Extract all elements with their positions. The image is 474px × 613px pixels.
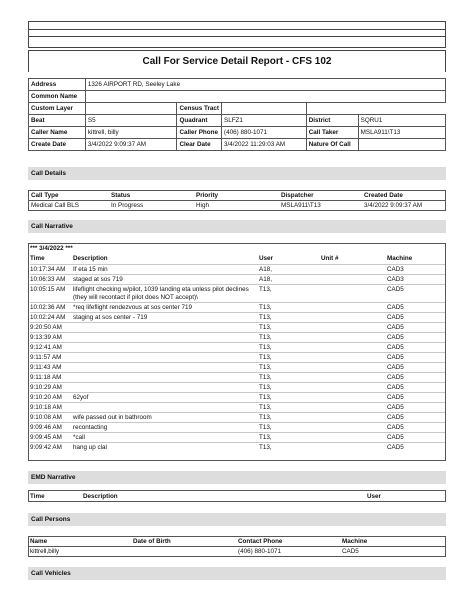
person-dob-header: Date of Birth bbox=[133, 538, 171, 545]
info-row-common-name bbox=[29, 91, 446, 103]
common-name-label: Common Name bbox=[29, 91, 86, 103]
narrative-user: T13, bbox=[259, 444, 272, 451]
emd-description-header: Description bbox=[83, 493, 118, 500]
narrative-time: 10:02:24 AM bbox=[30, 314, 66, 321]
info-row-custom-layer bbox=[29, 103, 446, 115]
narrative-time: 9:11:57 AM bbox=[30, 354, 62, 361]
narrative-row bbox=[30, 362, 445, 372]
narrative-row bbox=[30, 392, 445, 402]
narrative-row bbox=[30, 264, 445, 274]
narrative-description-header: Description bbox=[73, 255, 108, 262]
create-date-value: 3/4/2022 9:09:37 AM bbox=[85, 139, 177, 151]
custom-layer-value bbox=[85, 103, 177, 115]
report-title: Call For Service Detail Report - CFS 102 bbox=[28, 50, 446, 72]
narrative-row bbox=[30, 284, 445, 302]
info-row-caller bbox=[29, 127, 446, 139]
info-row-address bbox=[29, 79, 446, 91]
narrative-machine: CAD5 bbox=[387, 364, 404, 371]
emd-time-header: Time bbox=[30, 493, 45, 500]
narrative-machine-header: Machine bbox=[387, 255, 413, 262]
narrative-description: lifeflight checking w/pilot, 1039 landing eta unless pilot declines (they will recontact if pilot does NOT accept)\ bbox=[73, 286, 249, 301]
narrative-time: 10:17:34 AM bbox=[30, 266, 66, 273]
census-tract-value bbox=[222, 103, 307, 115]
narrative-row bbox=[30, 442, 445, 452]
person-name-header: Name bbox=[30, 538, 48, 545]
emd-narrative-section-header: EMD Narrative bbox=[28, 471, 446, 484]
narrative-description: staging at sos center - 719 bbox=[73, 314, 148, 321]
person-name-value: kittrell,billy bbox=[30, 548, 60, 555]
call-info-table bbox=[28, 78, 446, 151]
narrative-row bbox=[30, 372, 445, 382]
narrative-machine: CAD5 bbox=[387, 414, 404, 421]
caller-phone-label: Caller Phone bbox=[177, 127, 222, 139]
create-date-label: Create Date bbox=[29, 139, 86, 151]
nature-of-call-label: Nature Of Call bbox=[306, 139, 358, 151]
narrative-user: T13, bbox=[259, 404, 272, 411]
narrative-row bbox=[30, 402, 445, 412]
narrative-time-header: Time bbox=[30, 255, 45, 262]
narrative-unit-header: Unit # bbox=[321, 255, 339, 262]
narrative-user: T13, bbox=[259, 344, 272, 351]
narrative-machine: CAD3 bbox=[387, 266, 404, 273]
narrative-user: T13, bbox=[259, 414, 272, 421]
beat-label: Beat bbox=[29, 115, 86, 127]
call-persons-divider bbox=[29, 546, 445, 547]
census-tract-label: Census Tract bbox=[177, 103, 222, 115]
narrative-user: T13, bbox=[259, 364, 272, 371]
narrative-description: 62yof bbox=[73, 394, 89, 401]
person-machine-header: Machine bbox=[342, 538, 368, 545]
caller-name-label: Caller Name bbox=[29, 127, 86, 139]
narrative-time: 9:11:18 AM bbox=[30, 374, 62, 381]
dispatcher-header: Dispatcher bbox=[281, 192, 314, 199]
narrative-row bbox=[30, 302, 445, 312]
narrative-user: T13, bbox=[259, 314, 272, 321]
narrative-row bbox=[30, 332, 445, 342]
person-machine-value: CAD5 bbox=[342, 548, 359, 555]
created-date-header: Created Date bbox=[364, 192, 403, 199]
narrative-description: staged at sos 719 bbox=[73, 276, 123, 283]
narrative-description: wife passed out in bathroom bbox=[73, 414, 152, 421]
narrative-user: T13, bbox=[259, 424, 272, 431]
status-header: Status bbox=[111, 192, 131, 199]
narrative-row bbox=[30, 322, 445, 332]
narrative-row bbox=[30, 382, 445, 392]
call-details-section-header: Call Details bbox=[28, 167, 446, 180]
call-persons-table bbox=[28, 536, 446, 557]
narrative-date-header: *** 3/4/2022 *** bbox=[30, 245, 73, 252]
empty-cell bbox=[306, 103, 358, 115]
address-label: Address bbox=[29, 79, 86, 91]
call-details-divider bbox=[29, 200, 445, 201]
call-vehicles-section-header: Call Vehicles bbox=[28, 567, 446, 580]
narrative-time: 9:12:41 AM bbox=[30, 344, 62, 351]
status-value: In Progress bbox=[111, 202, 144, 209]
narrative-description: hang up clal bbox=[73, 444, 107, 451]
narrative-description: If eta 15 min bbox=[73, 266, 108, 273]
narrative-row bbox=[30, 352, 445, 362]
narrative-description: *call bbox=[73, 434, 85, 441]
narrative-row bbox=[30, 412, 445, 422]
narrative-user: T13, bbox=[259, 304, 272, 311]
district-value: SQRU1 bbox=[358, 115, 445, 127]
narrative-machine: CAD5 bbox=[387, 444, 404, 451]
narrative-machine: CAD5 bbox=[387, 424, 404, 431]
caller-name-value: kittrell, billy bbox=[85, 127, 177, 139]
call-details-table bbox=[28, 190, 446, 211]
call-type-value: Medical Call BLS bbox=[31, 202, 79, 209]
call-taker-label: Call Taker bbox=[306, 127, 358, 139]
narrative-time: 9:20:50 AM bbox=[30, 324, 62, 331]
narrative-user: T13, bbox=[259, 286, 272, 293]
call-type-header: Call Type bbox=[31, 192, 59, 199]
quadrant-value: SLFZ1 bbox=[222, 115, 307, 127]
narrative-machine: CAD5 bbox=[387, 334, 404, 341]
narrative-description: recontacting bbox=[73, 424, 108, 431]
header-rule bbox=[29, 29, 445, 30]
narrative-machine: CAD5 bbox=[387, 314, 404, 321]
narrative-time: 9:10:08 AM bbox=[30, 414, 62, 421]
beat-value: S5 bbox=[85, 115, 177, 127]
header-rule-box bbox=[28, 21, 446, 37]
narrative-machine: CAD5 bbox=[387, 354, 404, 361]
narrative-time: 10:06:33 AM bbox=[30, 276, 66, 283]
narrative-time: 9:10:20 AM bbox=[30, 394, 62, 401]
narrative-user: T13, bbox=[259, 374, 272, 381]
narrative-row bbox=[30, 422, 445, 432]
narrative-machine: CAD5 bbox=[387, 286, 404, 293]
narrative-machine: CAD5 bbox=[387, 404, 404, 411]
info-row-beat bbox=[29, 115, 446, 127]
call-narrative-table bbox=[28, 243, 446, 461]
priority-header: Priority bbox=[196, 192, 219, 199]
narrative-user-header: User bbox=[259, 255, 274, 262]
person-phone-header: Contact Phone bbox=[238, 538, 283, 545]
created-date-value: 3/4/2022 9:09:37 AM bbox=[364, 202, 423, 209]
narrative-machine: CAD5 bbox=[387, 344, 404, 351]
narrative-time: 9:11:43 AM bbox=[30, 364, 62, 371]
common-name-value bbox=[85, 91, 445, 103]
call-narrative-section-header: Call Narrative bbox=[28, 220, 446, 233]
header-rule-box-lower bbox=[28, 37, 446, 48]
emd-narrative-table bbox=[28, 490, 446, 502]
info-row-dates bbox=[29, 139, 446, 151]
dispatcher-value: MSLA911\T13 bbox=[281, 202, 321, 209]
narrative-time: 9:10:29 AM bbox=[30, 384, 62, 391]
district-label: District bbox=[306, 115, 358, 127]
narrative-machine: CAD5 bbox=[387, 384, 404, 391]
narrative-row bbox=[30, 432, 445, 442]
narrative-machine: CAD3 bbox=[387, 276, 404, 283]
caller-phone-value: (406) 880-1071 bbox=[222, 127, 307, 139]
narrative-row bbox=[30, 342, 445, 352]
narrative-user: T13, bbox=[259, 394, 272, 401]
narrative-machine: CAD5 bbox=[387, 394, 404, 401]
priority-value: High bbox=[196, 202, 209, 209]
clear-date-value: 3/4/2022 11:29:03 AM bbox=[222, 139, 307, 151]
narrative-time: 10:05:15 AM bbox=[30, 286, 66, 293]
narrative-time: 9:09:45 AM bbox=[30, 434, 62, 441]
narrative-user: A18, bbox=[259, 276, 272, 283]
emd-user-header: User bbox=[367, 493, 382, 500]
address-value: 1326 AIRPORT RD, Seeley Lake bbox=[85, 79, 445, 91]
nature-of-call-value bbox=[358, 139, 445, 151]
narrative-machine: CAD5 bbox=[387, 434, 404, 441]
narrative-user: A18, bbox=[259, 266, 272, 273]
call-persons-section-header: Call Persons bbox=[28, 513, 446, 526]
narrative-machine: CAD5 bbox=[387, 374, 404, 381]
narrative-user: T13, bbox=[259, 434, 272, 441]
narrative-time: 9:10:18 AM bbox=[30, 404, 62, 411]
custom-layer-label: Custom Layer bbox=[29, 103, 86, 115]
narrative-machine: CAD5 bbox=[387, 304, 404, 311]
clear-date-label: Clear Date bbox=[177, 139, 222, 151]
narrative-row bbox=[30, 274, 445, 284]
narrative-time: 10:02:36 AM bbox=[30, 304, 66, 311]
narrative-row bbox=[30, 312, 445, 322]
narrative-time: 9:13:39 AM bbox=[30, 334, 62, 341]
narrative-description: *req lifeflight rendezvous at sos center 719 bbox=[73, 304, 193, 311]
narrative-user: T13, bbox=[259, 354, 272, 361]
narrative-user: T13, bbox=[259, 384, 272, 391]
quadrant-label: Quadrant bbox=[177, 115, 222, 127]
empty-cell bbox=[358, 103, 445, 115]
person-phone-value: (406) 880-1071 bbox=[238, 548, 282, 555]
narrative-machine: CAD5 bbox=[387, 324, 404, 331]
narrative-time: 9:09:46 AM bbox=[30, 424, 62, 431]
call-taker-value: MSLA911\T13 bbox=[358, 127, 445, 139]
narrative-user: T13, bbox=[259, 334, 272, 341]
narrative-user: T13, bbox=[259, 324, 272, 331]
narrative-time: 9:09:42 AM bbox=[30, 444, 62, 451]
